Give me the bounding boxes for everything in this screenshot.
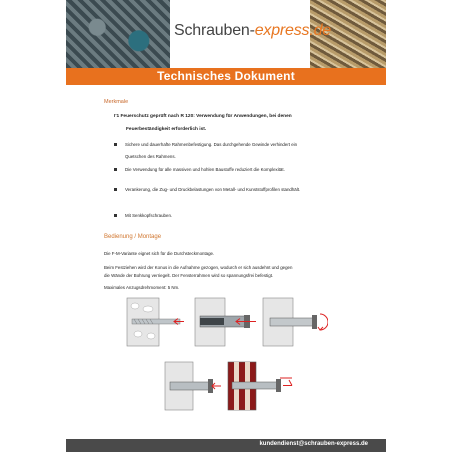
usage-heading: Bedienung / Montage: [104, 234, 162, 240]
step-2-insert-anchor-diagram: [194, 296, 258, 348]
footer-bar: [66, 439, 386, 452]
feature-bullet: Sichere und dauerhafte Rahmenbefestigung. Das durchgehende Gewinde verhindert ein: [125, 142, 298, 147]
step-1-drilling-diagram: [126, 296, 186, 348]
usage-line: Die F-M-Variante eignet sich für die Durchsteckmontage.: [104, 251, 215, 256]
brand-logo: Schrauben-express.de: [174, 22, 332, 39]
feature-line: I'1 Feuerschutz geprüft nach R 120: Verwendung für Anwendungen, bei denen: [114, 114, 292, 119]
document-title-banner: Technisches Dokument: [66, 68, 386, 85]
usage-line: Maximales Anzugsdrehmoment: 5 Nm.: [104, 285, 180, 290]
feature-bullet: Die Verwendung für alle massiven und hohlen Baustoffe reduziert die Komplexität.: [125, 167, 285, 172]
tools-photo: [66, 0, 170, 68]
support-email[interactable]: kundendienst@schrauben-express.de: [259, 441, 368, 447]
usage-line: Beim Festziehen wird der Konus in die Aufnahme gezogen, wodurch er sich ausdehnt und gegen: [104, 265, 293, 270]
features-heading: Merkmale: [104, 99, 129, 105]
step-4-solid-material-diagram: [164, 360, 222, 412]
step-5-hollow-material-diagram: [226, 360, 294, 412]
usage-line: die Wände der Bohrung verriegelt. Der Fensterrahmen wird so spannungsfrei befestigt.: [104, 273, 274, 278]
step-3-tighten-diagram: [262, 296, 328, 348]
feature-bullet: Mit Senkkopfschrauben.: [125, 213, 173, 218]
feature-bullet: Verankerung, die Zug- und Druckbelastungen von Metall- und Kunststoffprofilen standhält.: [125, 187, 301, 192]
feature-line: Feuerbeständigkeit erforderlich ist.: [126, 127, 207, 132]
header-images: [66, 0, 386, 68]
feature-line: Quetschen des Rahmens.: [125, 154, 176, 159]
